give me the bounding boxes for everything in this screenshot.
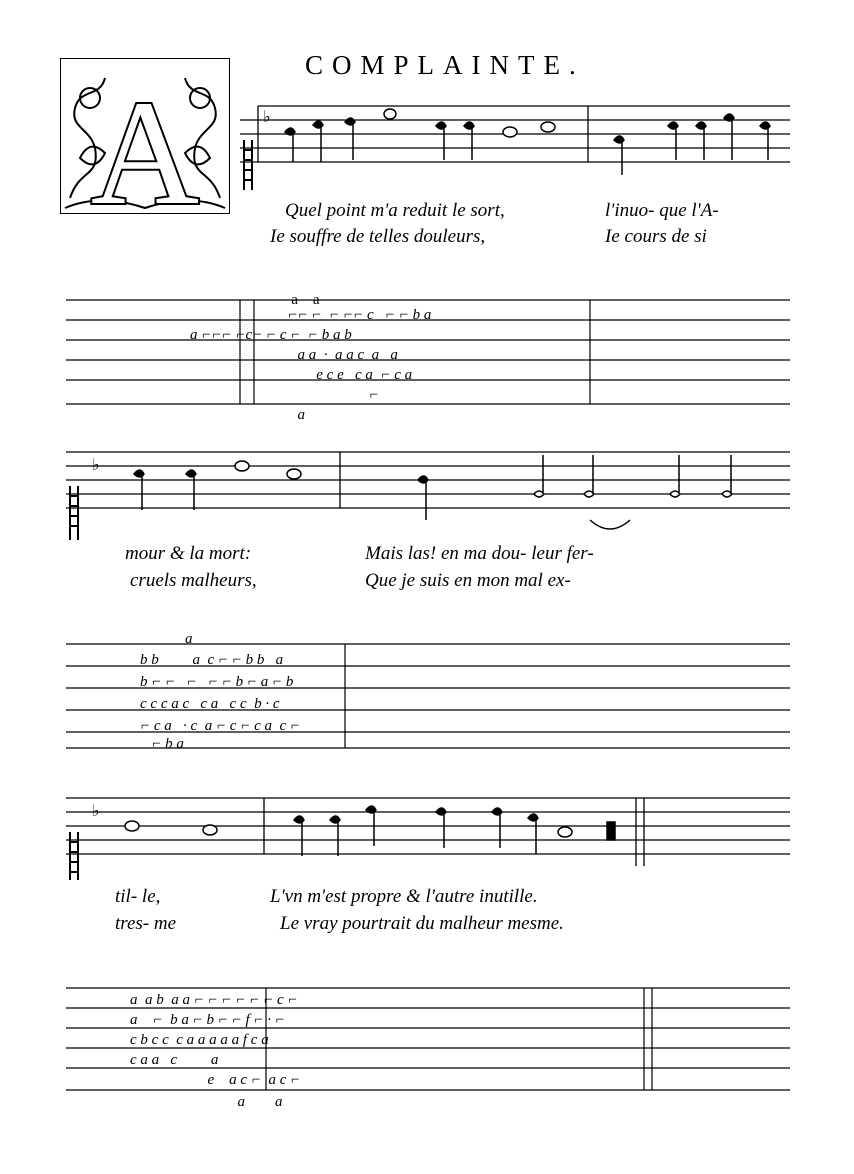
lyric-line-6b: Le vray pourtrait du malheur mesme. — [280, 913, 564, 934]
tab-row-3-1: a a b a a ⌐ ⌐ ⌐ ⌐ ⌐ ⌐ c ⌐ — [130, 992, 298, 1008]
tab-row-2-5: ⌐ c a · c a ⌐ c ⌐ c a c ⌐ — [140, 718, 301, 734]
initial-letter: A — [90, 70, 200, 214]
tab-row-2-1: a — [140, 631, 193, 647]
svg-text:♭: ♭ — [92, 457, 100, 474]
tab-row-1-7: a — [290, 407, 305, 423]
lyric-line-4a: cruels malheurs, — [130, 570, 257, 591]
lyric-line-4b: Que je suis en mon mal ex- — [365, 570, 571, 591]
svg-text:♭: ♭ — [263, 109, 271, 126]
tab-row-3-6: a a — [200, 1094, 283, 1110]
page-title: COMPLAINTE. — [305, 50, 585, 80]
tab-row-1-3: a ⌐⌐⌐ ⌐c⌐ ⌐ c ⌐ ⌐ b a b — [190, 327, 352, 343]
tab-row-2-3: b ⌐ ⌐ ⌐ ⌐ ⌐ b ⌐ a ⌐ b — [140, 674, 294, 690]
tab-row-1-2: ⌐⌐ ⌐ ⌐ ⌐⌐ c ⌐ ⌐ b a — [280, 307, 432, 323]
tab-row-1-1: a a — [280, 292, 320, 308]
tab-row-1-4: a a · a a c a a — [290, 347, 398, 363]
lyric-line-1b: l'inuo- que l'A- — [605, 200, 719, 221]
lyric-line-2b: Ie cours de si — [605, 226, 707, 247]
tab-row-2-4: c c c a c c a c c b · c — [140, 696, 280, 712]
lyric-line-3a: mour & la mort: — [125, 543, 252, 564]
lyric-line-6a: tres- me — [115, 913, 177, 934]
tab-row-3-2: a ⌐ b a ⌐ b ⌐ ⌐ f ⌐ · ⌐ — [130, 1012, 285, 1028]
svg-text:♭: ♭ — [92, 803, 100, 820]
lyric-line-3b: Mais las! en ma dou- leur fer- — [365, 543, 594, 564]
tab-row-3-4: c a a c a — [130, 1052, 219, 1068]
tab-row-3-5: e a c ⌐ a c ⌐ — [200, 1072, 301, 1088]
tab-row-1-6: ⌐ — [290, 387, 379, 403]
lyric-line-2a: Ie souffre de telles douleurs, — [270, 226, 486, 247]
tab-row-2-2: b b a c ⌐ ⌐ b b a — [140, 652, 284, 668]
tab-row-2-6: ⌐ b a — [140, 736, 184, 752]
tab-row-1-5: e c e c a ⌐ c a — [290, 367, 413, 383]
lyric-line-5a: til- le, — [115, 886, 161, 907]
lyric-line-1a: Quel point m'a reduit le sort, — [285, 200, 505, 221]
lyric-line-5b: L'vn m'est propre & l'autre inutille. — [270, 886, 538, 907]
tab-row-3-3: c b c c c a a a a a f c a — [130, 1032, 269, 1048]
